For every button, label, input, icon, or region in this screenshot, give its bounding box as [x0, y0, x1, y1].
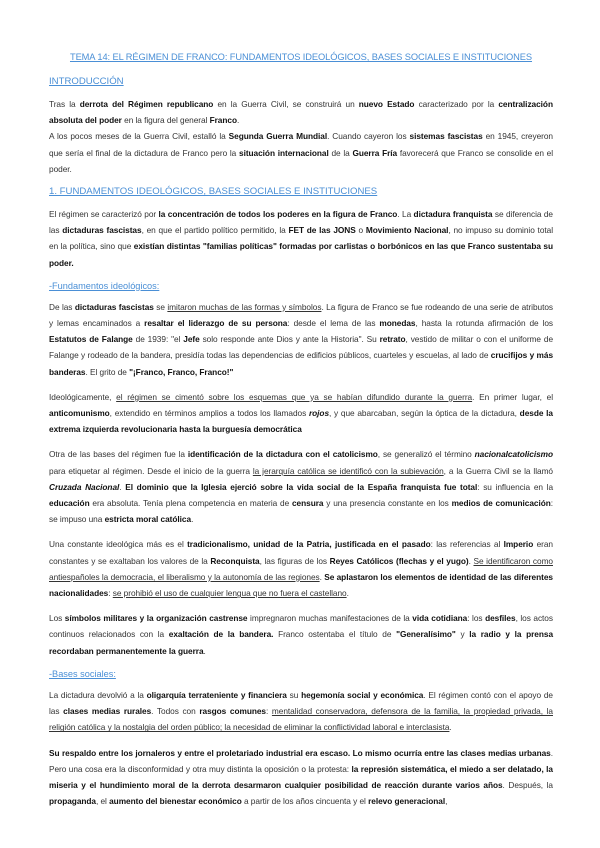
text-run: y: [455, 629, 470, 640]
text-run: eran constantes y se exaltaban los valores de la: [49, 539, 553, 566]
text-run: en la Guerra Civil, se construirá un: [213, 99, 359, 109]
text-run: , no impuso su dominio total en la política, sino que: [49, 225, 553, 252]
text-run: en la figura del general: [121, 115, 210, 126]
bold-text: exaltación de la bandera.: [168, 629, 274, 640]
bold-text: la represión sistemática, el miedo a ser delatado, la miseria y el hundimiento moral de la derrota desarmaron cualquier posibilidad de reacción durante varios años: [49, 763, 553, 790]
text-run: . Pero una cosa era la disconformidad y otra muy distinta la oposición o la protesta:: [49, 747, 553, 774]
bold-text: Reconquista: [210, 555, 260, 566]
text-run: . La figura de Franco se fue rodeando de una serie de atributos y lemas encaminados a: [49, 301, 553, 329]
bold-text: oligarquía terrateniente y financiera: [146, 689, 287, 700]
text-run: solo responde ante Dios y ante la Historia". Su: [199, 334, 380, 345]
bold-text: relevo generacional: [368, 796, 446, 807]
text-run: : los: [467, 613, 486, 624]
text-run: .: [468, 555, 474, 566]
text-run: . El grito de: [85, 366, 130, 377]
underlined-text: se prohibió el uso de cualquier lengua que no fuera el castellano: [112, 588, 347, 599]
paragraph: [49, 206, 553, 271]
text-run: . El régimen contó con el apoyo de las: [49, 689, 553, 717]
subhead-bases-sociales: -Bases sociales:: [49, 668, 116, 679]
paragraph: [49, 610, 553, 659]
text-run: Los: [49, 613, 65, 624]
text-run: favorecerá que Franco se consolide en el poder.: [49, 147, 553, 174]
bold-text: desfiles: [485, 613, 516, 624]
paragraph: [49, 446, 553, 527]
text-run: era absoluta. Tenía plena competencia en materia de: [89, 498, 292, 509]
bold-text: Franco: [209, 115, 237, 126]
text-run: a partir de los años cincuenta y el: [241, 796, 369, 807]
bold-text: rasgos comunes: [199, 706, 266, 717]
section1-heading: 1. FUNDAMENTOS IDEOLÓGICOS, BASES SOCIALES E INSTITUCIONES: [49, 186, 378, 198]
bold-text: "¡Franco, Franco, Franco!": [129, 366, 234, 377]
bold-text: El dominio que la Iglesia ejerció sobre la vida social de la España franquista fue total: [125, 481, 478, 492]
bold-text: Jefe: [183, 334, 200, 345]
text-run: .: [203, 645, 206, 656]
paragraph: [49, 745, 553, 810]
text-run: : desde el lema de las: [287, 318, 380, 329]
underlined-text: el régimen se cimentó sobre los esquemas que ya se habían difundido durante la guerra: [116, 391, 473, 402]
text-run: . Cuando cayeron los: [327, 131, 410, 142]
text-run: . La: [397, 209, 414, 220]
text-run: y una presencia constante en los: [323, 498, 452, 509]
text-run: ,: [445, 796, 448, 807]
text-run: El régimen se caracterizó por: [49, 209, 159, 220]
text-run: . En primer lugar, el: [472, 391, 553, 402]
bold-text: Imperio: [503, 539, 534, 550]
bold-text: vida cotidiana: [412, 613, 468, 624]
text-run: impregnaron muchas manifestaciones de la: [247, 613, 413, 624]
text-run: .: [449, 722, 452, 733]
bold-text: crucifijos y más banderas: [49, 350, 554, 377]
paragraph: [49, 389, 553, 438]
text-run: .: [191, 514, 194, 525]
text-run: , las figuras de los: [259, 555, 330, 566]
bold-text: Segunda Guerra Mundial: [228, 131, 328, 142]
text-run: , extendido en términos amplios a todos los llamados: [109, 408, 309, 419]
bold-text: Guerra Fría: [352, 147, 398, 158]
text-run: para etiquetar al régimen. Desde el inicio de la guerra: [49, 465, 253, 476]
bold-text: educación: [49, 498, 90, 509]
text-run: , a la Guerra Civil se la llamó: [443, 465, 553, 476]
text-run: :: [266, 706, 272, 717]
bold-text: derrota del Régimen republicano: [79, 99, 214, 109]
bold-text: identificación de la dictadura con el catolicismo: [187, 449, 378, 460]
underlined-text: la jerarquía católica se identificó con la subievación: [252, 465, 444, 476]
paragraph: [49, 96, 553, 128]
bold-text: clases medias rurales: [63, 706, 152, 717]
bold-text: dictaduras fascistas: [62, 225, 142, 236]
bold-text: "Generalísimo": [396, 629, 456, 640]
bold-text: la radio y la prensa recordaban permanentemente la guerra: [49, 629, 554, 656]
bold-text: retrato: [379, 334, 406, 345]
text-run: de la: [328, 147, 353, 158]
document-title: TEMA 14: EL RÉGIMEN DE FRANCO: FUNDAMENTOS IDEOLÓGICOS, BASES SOCIALES E INSTITUCIONES: [69, 52, 533, 62]
bold-text: Se aplastaron los elementos de identidad de las diferentes nacionalidades: [49, 571, 553, 599]
underlined-text: mentalidad conservadora, defensora de la familia, la propiedad privada, la religión católica y la nostalgia del orden público; la necesidad de eliminar la conflictividad laboral e interclasista: [49, 706, 553, 733]
underlined-text: Se identificaron como antiespañoles la democracia, el liberalismo y la autonomía de las regiones: [49, 555, 553, 582]
text-run: se: [153, 301, 168, 312]
bold-text: Reyes Católicos (flechas y el yugo): [329, 555, 469, 566]
text-run: Tras la: [49, 99, 80, 109]
text-run: . Después, la: [502, 779, 553, 790]
bold-text: dictaduras fascistas: [74, 301, 154, 312]
text-run: .: [236, 115, 240, 126]
document-page: [49, 52, 553, 818]
text-run: La dictadura devolvió a la: [49, 689, 147, 700]
text-run: De las: [49, 301, 75, 312]
bold-text: tradicionalismo, unidad de la Patria, justificada en el pasado: [187, 539, 431, 550]
text-run: Franco ostentaba el título de: [273, 629, 397, 640]
bold-text: medios de comunicación: [451, 498, 551, 509]
text-run: Una constante ideológica más es el: [49, 539, 188, 550]
bold-text: FET de las JONS: [288, 225, 356, 236]
bold-text: Movimiento Nacional: [365, 225, 449, 236]
text-run: , vestido de militar o con el uniforme de Falange y rodeado de la bandera, presidía todas las dependencias de edificios públicos, cuarteles y escuelas, al lado de: [49, 334, 554, 361]
text-run: . Todos con: [151, 706, 200, 717]
bold-text: hegemonía social y económica: [301, 689, 424, 700]
bold-text: Estatutos de Falange: [49, 334, 133, 345]
paragraph: [49, 128, 553, 177]
underlined-text: imitaron muchas de las formas y símbolos: [167, 301, 322, 312]
bold-text: propaganda: [49, 796, 96, 807]
bold-text: censura: [291, 498, 324, 509]
bold-text: estricta moral católica: [104, 514, 192, 525]
bold-text: nacionalcatolicismo: [474, 449, 553, 460]
bold-text: rojos: [308, 408, 330, 419]
text-run: Otra de las bases del régimen fue la: [49, 449, 188, 460]
text-run: se diferencia de las: [49, 209, 553, 236]
bold-text: anticomunismo: [49, 408, 110, 419]
bold-text: situación internacional: [239, 147, 329, 158]
text-run: .: [346, 588, 349, 599]
intro-heading: INTRODUCCIÓN: [49, 76, 124, 87]
paragraph: [49, 687, 553, 736]
text-run: : las referencias al: [430, 539, 504, 550]
bold-text: aumento del bienestar económico: [109, 796, 242, 807]
bold-text: Cruzada Nacional: [49, 481, 120, 492]
text-run: caracterizado por la: [414, 99, 499, 109]
bold-text: monedas: [379, 318, 416, 329]
bold-text: símbolos militares y la organización castrense: [64, 613, 248, 624]
bold-text: sistemas fascistas: [409, 131, 483, 142]
text-run: , el: [95, 796, 110, 807]
bold-text: Su respaldo entre los jornaleros y entre el proletariado industrial era escaso. Lo mismo ocurría entre las clases medias urbanas: [49, 747, 551, 758]
bold-text: dictadura franquista: [413, 209, 493, 220]
text-run: .: [119, 481, 126, 492]
text-run: su: [286, 689, 302, 700]
text-run: Ideológicamente,: [49, 391, 117, 402]
text-run: o: [355, 225, 366, 236]
text-run: de 1939: "el: [132, 334, 184, 345]
bold-text: existían distintas "familias políticas" formadas por carlistas o borbónicos en las que Franco sustentaba su poder.: [49, 241, 553, 268]
bold-text: desde la extrema izquierda revolucionaria hasta la burguesía democrática: [49, 408, 553, 435]
text-run: : su influencia en la: [477, 481, 554, 492]
text-run: A los pocos meses de la Guerra Civil, estalló la: [49, 131, 229, 142]
bold-text: resaltar el liderazgo de su persona: [144, 318, 288, 329]
paragraph: [49, 536, 553, 601]
paragraph: [49, 299, 553, 380]
text-run: :: [108, 588, 113, 599]
text-run: , se generalizó el término: [377, 449, 475, 460]
text-run: , hasta la rotunda afirmación de los: [415, 318, 554, 329]
text-run: , en que el partido político permitido, la: [141, 225, 289, 236]
text-run: , los actos continuos relacionados con la: [49, 613, 553, 640]
subhead-fundamentos: -Fundamentos ideológicos:: [49, 280, 160, 291]
text-run: .: [319, 571, 325, 582]
bold-text: nuevo Estado: [358, 99, 415, 109]
text-run: en 1945, creyeron que sería el final de la dictadura de Franco pero la: [49, 131, 553, 158]
bold-text: centralización absoluta del poder: [49, 99, 553, 126]
bold-text: la concentración de todos los poderes en la figura de Franco: [158, 209, 398, 220]
text-run: , y que abarcaban, según la óptica de la dictadura,: [329, 408, 520, 419]
text-run: : se impuso una: [49, 498, 553, 525]
